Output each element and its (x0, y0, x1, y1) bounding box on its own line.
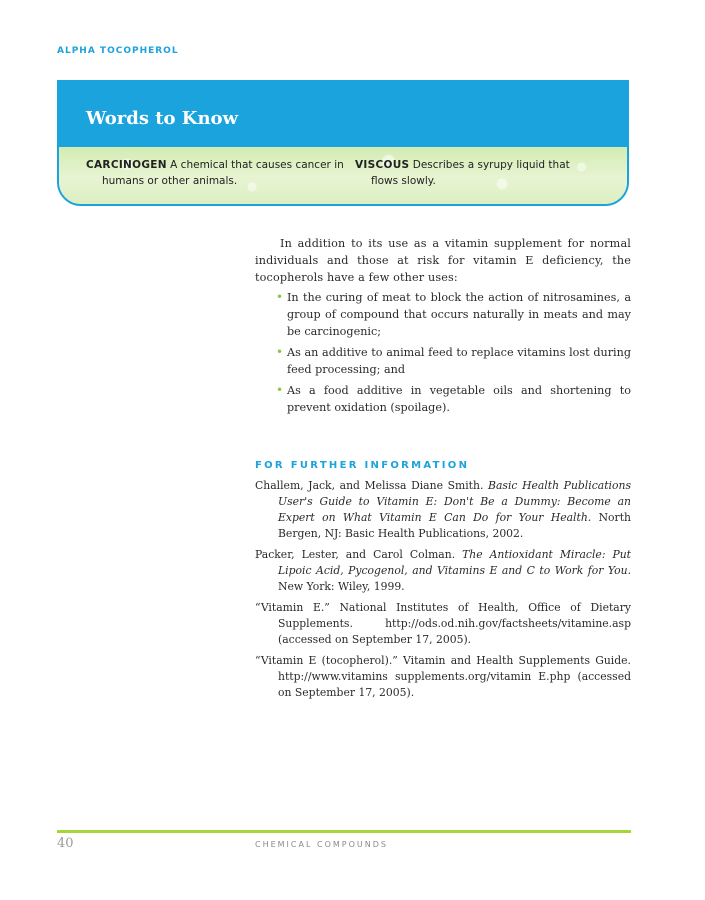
main-text (255, 235, 631, 420)
words-to-know-box (57, 80, 629, 206)
glossary-term: VISCOUS (355, 159, 410, 171)
reference-entry: Challem, Jack, and Melissa Diane Smith. Basic Health Publications User's Guide to Vitamin E: Don't Be a Dummy: Become an Expert on What Vitamin E Can Do for Your Health. North Bergen, NJ: Basic Health Publications, 2002. (255, 479, 631, 540)
list-item: • In the curing of meat to block the action of nitrosamines, a group of compound that occurs naturally in meats and may be carcinogenic; (276, 290, 631, 338)
glossary-term: CARCINOGEN (86, 159, 167, 171)
glossary-definition: A chemical that causes cancer in humans or other animals. (102, 159, 344, 187)
footer-book-title: CHEMICAL COMPOUNDS (255, 840, 388, 849)
list-item: • As a food additive in vegetable oils and shortening to prevent oxidation (spoilage). (276, 383, 631, 414)
glossary-definition: Describes a syrupy liquid that flows slowly. (371, 159, 570, 187)
footer-rule (57, 830, 631, 833)
list-item: • As an additive to animal feed to replace vitamins lost during feed processing; and (276, 345, 631, 376)
bullet-icon: • (276, 290, 284, 304)
reference-list (255, 478, 631, 706)
words-to-know-body (59, 147, 627, 204)
bullet-icon: • (276, 345, 284, 359)
further-info-heading: FOR FURTHER INFORMATION (255, 460, 470, 471)
bullet-icon: • (276, 383, 284, 397)
words-to-know-header (59, 82, 627, 149)
reference-entry: “Vitamin E.” National Institutes of Health, Office of Dietary Supplements. http://ods.od.nih.gov/factsheets/vitamine.asp (accessed on September 17, 2005). (255, 601, 631, 646)
reference-entry: Packer, Lester, and Carol Colman. The Antioxidant Miracle: Put Lipoic Acid, Pycogenol, and Vitamins E and C to Work for You. New York: Wiley, 1999. (255, 548, 631, 593)
body-paragraph: In addition to its use as a vitamin supplement for normal individuals and those at risk for vitamin E deficiency, the tocopherols have a few other uses: (255, 237, 631, 284)
uses-list (255, 289, 631, 416)
running-head: ALPHA TOCOPHEROL (57, 46, 179, 56)
glossary-entry (355, 157, 595, 189)
words-to-know-title: Words to Know (86, 108, 239, 129)
glossary-entry (86, 157, 351, 189)
reference-entry: “Vitamin E (tocopherol).” Vitamin and Health Supplements Guide. http://www.vitamins supplements.org/vitamin E.php (accessed on September 17, 2005). (255, 654, 631, 699)
page-number: 40 (57, 836, 74, 851)
